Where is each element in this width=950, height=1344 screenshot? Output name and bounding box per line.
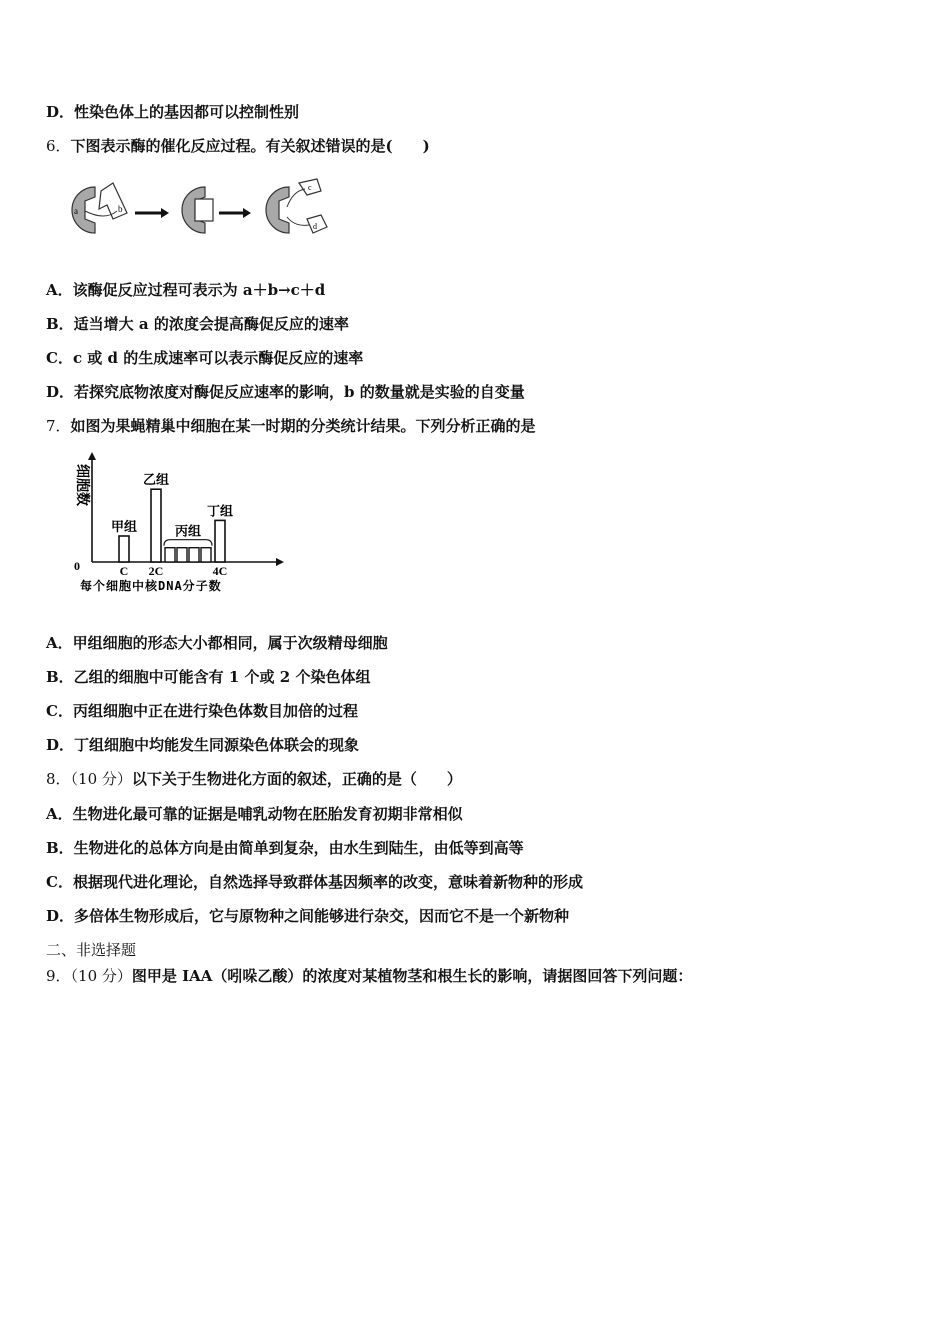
q9-score: （10 分） bbox=[70, 967, 132, 985]
y-axis-label: 细胞数 bbox=[74, 464, 90, 506]
q8-option-c: C．根据现代进化理论，自然选择导致群体基因频率的改变，意味着新物种的形成 bbox=[46, 873, 583, 891]
bar-2-2 bbox=[189, 548, 199, 562]
q8-option-a: A．生物进化最可靠的证据是哺乳动物在胚胎发育初期非常相似 bbox=[46, 805, 463, 823]
q7-stem: 如图为果蝇精巢中细胞在某一时期的分类统计结果。下列分析正确的是 bbox=[70, 417, 536, 435]
q9-number: 9． bbox=[46, 967, 71, 985]
label-c: c bbox=[308, 183, 312, 192]
x-tick-label-2C: 2C bbox=[148, 564, 164, 578]
label-a: a bbox=[74, 206, 78, 216]
bar-2-1 bbox=[177, 548, 187, 562]
cell-count-bar-chart bbox=[60, 452, 290, 600]
bar-label-0: 甲组 bbox=[110, 520, 138, 535]
bar-label-3: 丁组 bbox=[206, 504, 234, 520]
q7-stem-line bbox=[46, 416, 536, 436]
q9-stem: 图甲是 IAA（吲哚乙酸）的浓度对某植物茎和根生长的影响，请据图回答下列问题： bbox=[131, 967, 693, 985]
q8-option-d: D．多倍体生物形成后，它与原物种之间能够进行杂交，因而它不是一个新物种 bbox=[46, 907, 570, 925]
q6-number: 6． bbox=[46, 137, 71, 155]
q5-option-d: D．性染色体上的基因都可以控制性别 bbox=[46, 103, 300, 121]
bar-2-0 bbox=[165, 548, 175, 562]
label-d: d bbox=[313, 222, 317, 231]
section-title: 二、非选择题 bbox=[46, 941, 137, 959]
q8-stem-line bbox=[46, 769, 462, 789]
q7-option-c: C．丙组细胞中正在进行染色体数目加倍的过程 bbox=[46, 702, 358, 720]
q6-option-a: A．该酶促反应过程可表示为 a＋b→c＋d bbox=[46, 281, 326, 299]
reaction-arrowhead-1 bbox=[161, 208, 169, 218]
q7-option-b: B．乙组的细胞中可能含有 1 个或 2 个染色体组 bbox=[46, 668, 371, 686]
bar-0 bbox=[119, 536, 129, 562]
bar-3 bbox=[215, 520, 225, 562]
q8-score: （10 分） bbox=[70, 770, 132, 788]
bar-2-3 bbox=[201, 548, 211, 562]
label-b: b bbox=[118, 204, 123, 214]
group-bracket-2 bbox=[164, 540, 212, 546]
q6-option-b: B．适当增大 a 的浓度会提高酶促反应的速率 bbox=[46, 315, 349, 333]
q7-option-a: A．甲组细胞的形态大小都相同，属于次级精母细胞 bbox=[46, 634, 388, 652]
enzyme-a-shape-3 bbox=[266, 187, 289, 233]
reaction-arrowhead-2 bbox=[243, 208, 251, 218]
bar-1 bbox=[151, 489, 161, 562]
chart-marks bbox=[111, 472, 233, 578]
q8-number: 8． bbox=[46, 770, 71, 788]
q7-option-d: D．丁组细胞中均能发生同源染色体联会的现象 bbox=[46, 736, 360, 754]
x-axis-arrowhead bbox=[276, 558, 284, 566]
bar-label-2: 丙组 bbox=[174, 524, 202, 540]
q9-stem-line bbox=[46, 966, 692, 986]
q6-stem: 下图表示酶的催化反应过程。有关叙述错误的是( ) bbox=[70, 137, 430, 155]
q8-stem: 以下关于生物进化方面的叙述，正确的是（ ） bbox=[131, 770, 462, 788]
q7-number: 7． bbox=[46, 417, 71, 435]
enzyme-substrate-complex bbox=[195, 199, 213, 221]
q8-option-b: B．生物进化的总体方向是由简单到复杂，由水生到陆生，由低等到高等 bbox=[46, 839, 524, 857]
release-arrow-c bbox=[287, 189, 305, 207]
q6-option-d: D．若探究底物浓度对酶促反应速率的影响，b 的数量就是实验的自变量 bbox=[46, 383, 525, 401]
release-arrow-d bbox=[287, 217, 309, 225]
x-tick-label-C: C bbox=[119, 564, 129, 578]
q6-stem-line bbox=[46, 136, 430, 156]
q6-option-c: C．c 或 d 的生成速率可以表示酶促反应的速率 bbox=[46, 349, 364, 367]
x-axis-label: 每个细胞中核DNA分子数 bbox=[80, 579, 222, 593]
bar-label-1: 乙组 bbox=[142, 473, 170, 489]
enzyme-reaction-figure bbox=[55, 175, 340, 245]
product-d-shape bbox=[307, 215, 327, 233]
x-tick-label-4C: 4C bbox=[212, 564, 228, 578]
y-axis-arrowhead bbox=[88, 452, 96, 460]
origin-label: 0 bbox=[74, 559, 80, 573]
